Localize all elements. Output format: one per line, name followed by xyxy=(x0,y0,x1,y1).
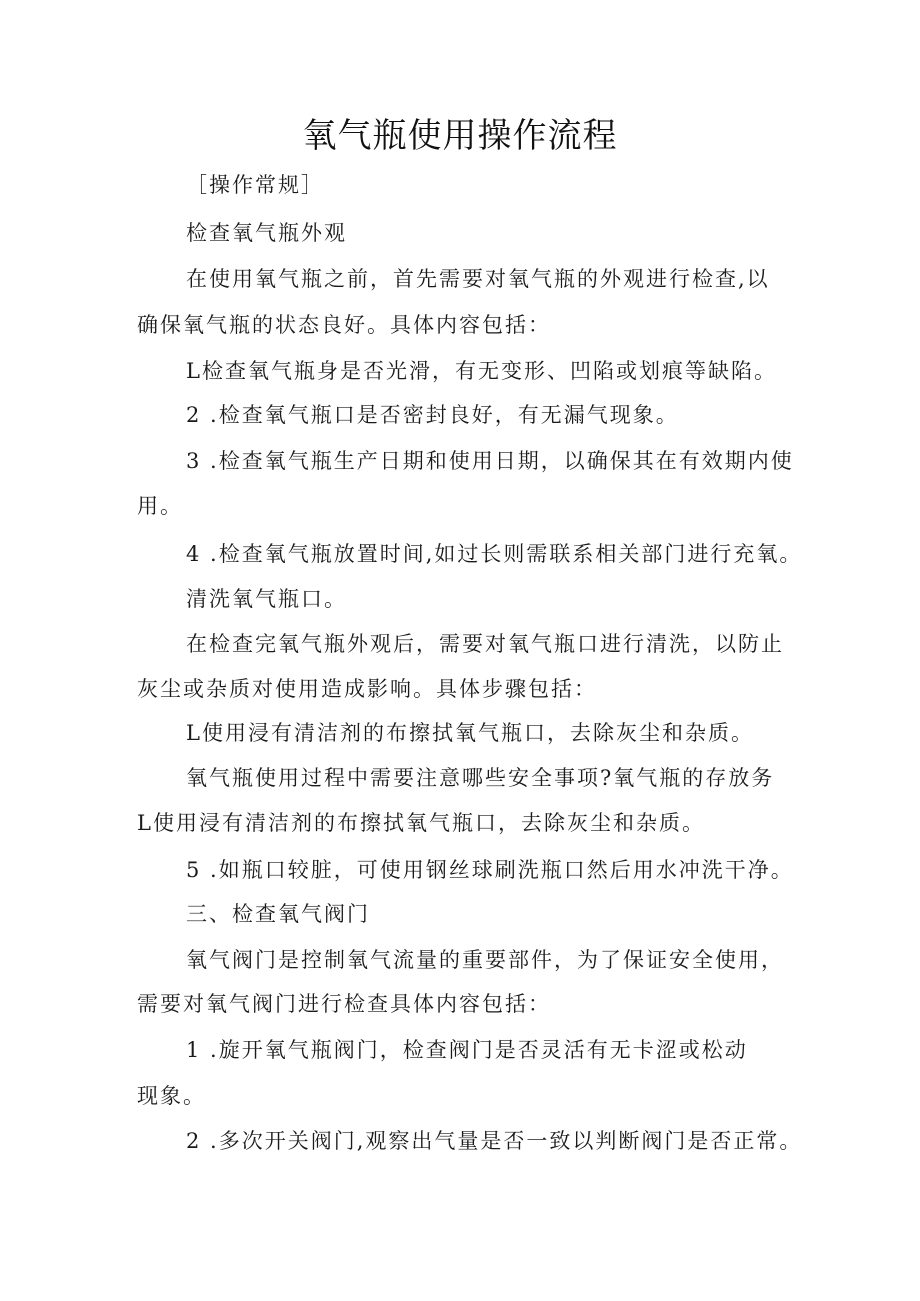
step-heading-clean-mouth: 清洗氧气瓶口。 xyxy=(186,587,347,611)
list-item-continuation: 用。 xyxy=(137,494,183,518)
list-item: 2 .检查氧气瓶口是否密封良好，有无漏气现象。 xyxy=(186,403,679,427)
list-item: L使用浸有清洁剂的布擦拭氧气瓶口，去除灰尘和杂质。 xyxy=(186,721,754,745)
list-item: L检查氧气瓶身是否光滑，有无变形、凹陷或划痕等缺陷。 xyxy=(186,359,777,383)
paragraph-line: 氧气阀门是控制氧气流量的重要部件，为了保证安全使用， xyxy=(186,948,784,972)
paragraph-line: 氧气瓶使用过程中需要注意哪些安全事项?氧气瓶的存放务 xyxy=(186,766,775,790)
list-item: 3 .检查氧气瓶生产日期和使用日期，以确保其在有效期内使 xyxy=(186,449,794,473)
paragraph-line: 在检查完氧气瓶外观后，需要对氧气瓶口进行清洗，以防止 xyxy=(186,632,784,656)
list-item: 5 .如瓶口较脏，可使用钢丝球刷洗瓶口然后用水冲洗干净。 xyxy=(186,858,794,882)
paragraph-line: 确保氧气瓶的状态良好。具体内容包括： xyxy=(137,313,551,337)
list-item-continuation: 现象。 xyxy=(137,1084,206,1108)
list-item: L使用浸有清洁剂的布擦拭氧气瓶口，去除灰尘和杂质。 xyxy=(137,811,705,835)
list-item: 2 .多次开关阀门,观察出气量是否一致以判断阀门是否正常。 xyxy=(186,1129,803,1153)
list-item: 1 .旋开氧气瓶阀门，检查阀门是否灵活有无卡涩或松动 xyxy=(186,1038,748,1062)
list-item: 4 .检查氧气瓶放置时间,如过长则需联系相关部门进行充氧。 xyxy=(186,542,803,566)
paragraph-line: 需要对氧气阀门进行检查具体内容包括： xyxy=(137,992,551,1016)
paragraph-line: 灰尘或杂质对使用造成影响。具体步骤包括： xyxy=(137,677,597,701)
step-heading-check-exterior: 检查氧气瓶外观 xyxy=(186,221,347,245)
paragraph-line: 在使用氧气瓶之前，首先需要对氧气瓶的外观进行检查,以 xyxy=(186,267,770,291)
section-heading-operation-routine: ［操作常规］ xyxy=(186,173,324,197)
document-title: 氧气瓶使用操作流程 xyxy=(302,116,618,156)
section-heading-check-valve: 三、检查氧气阀门 xyxy=(186,902,370,926)
